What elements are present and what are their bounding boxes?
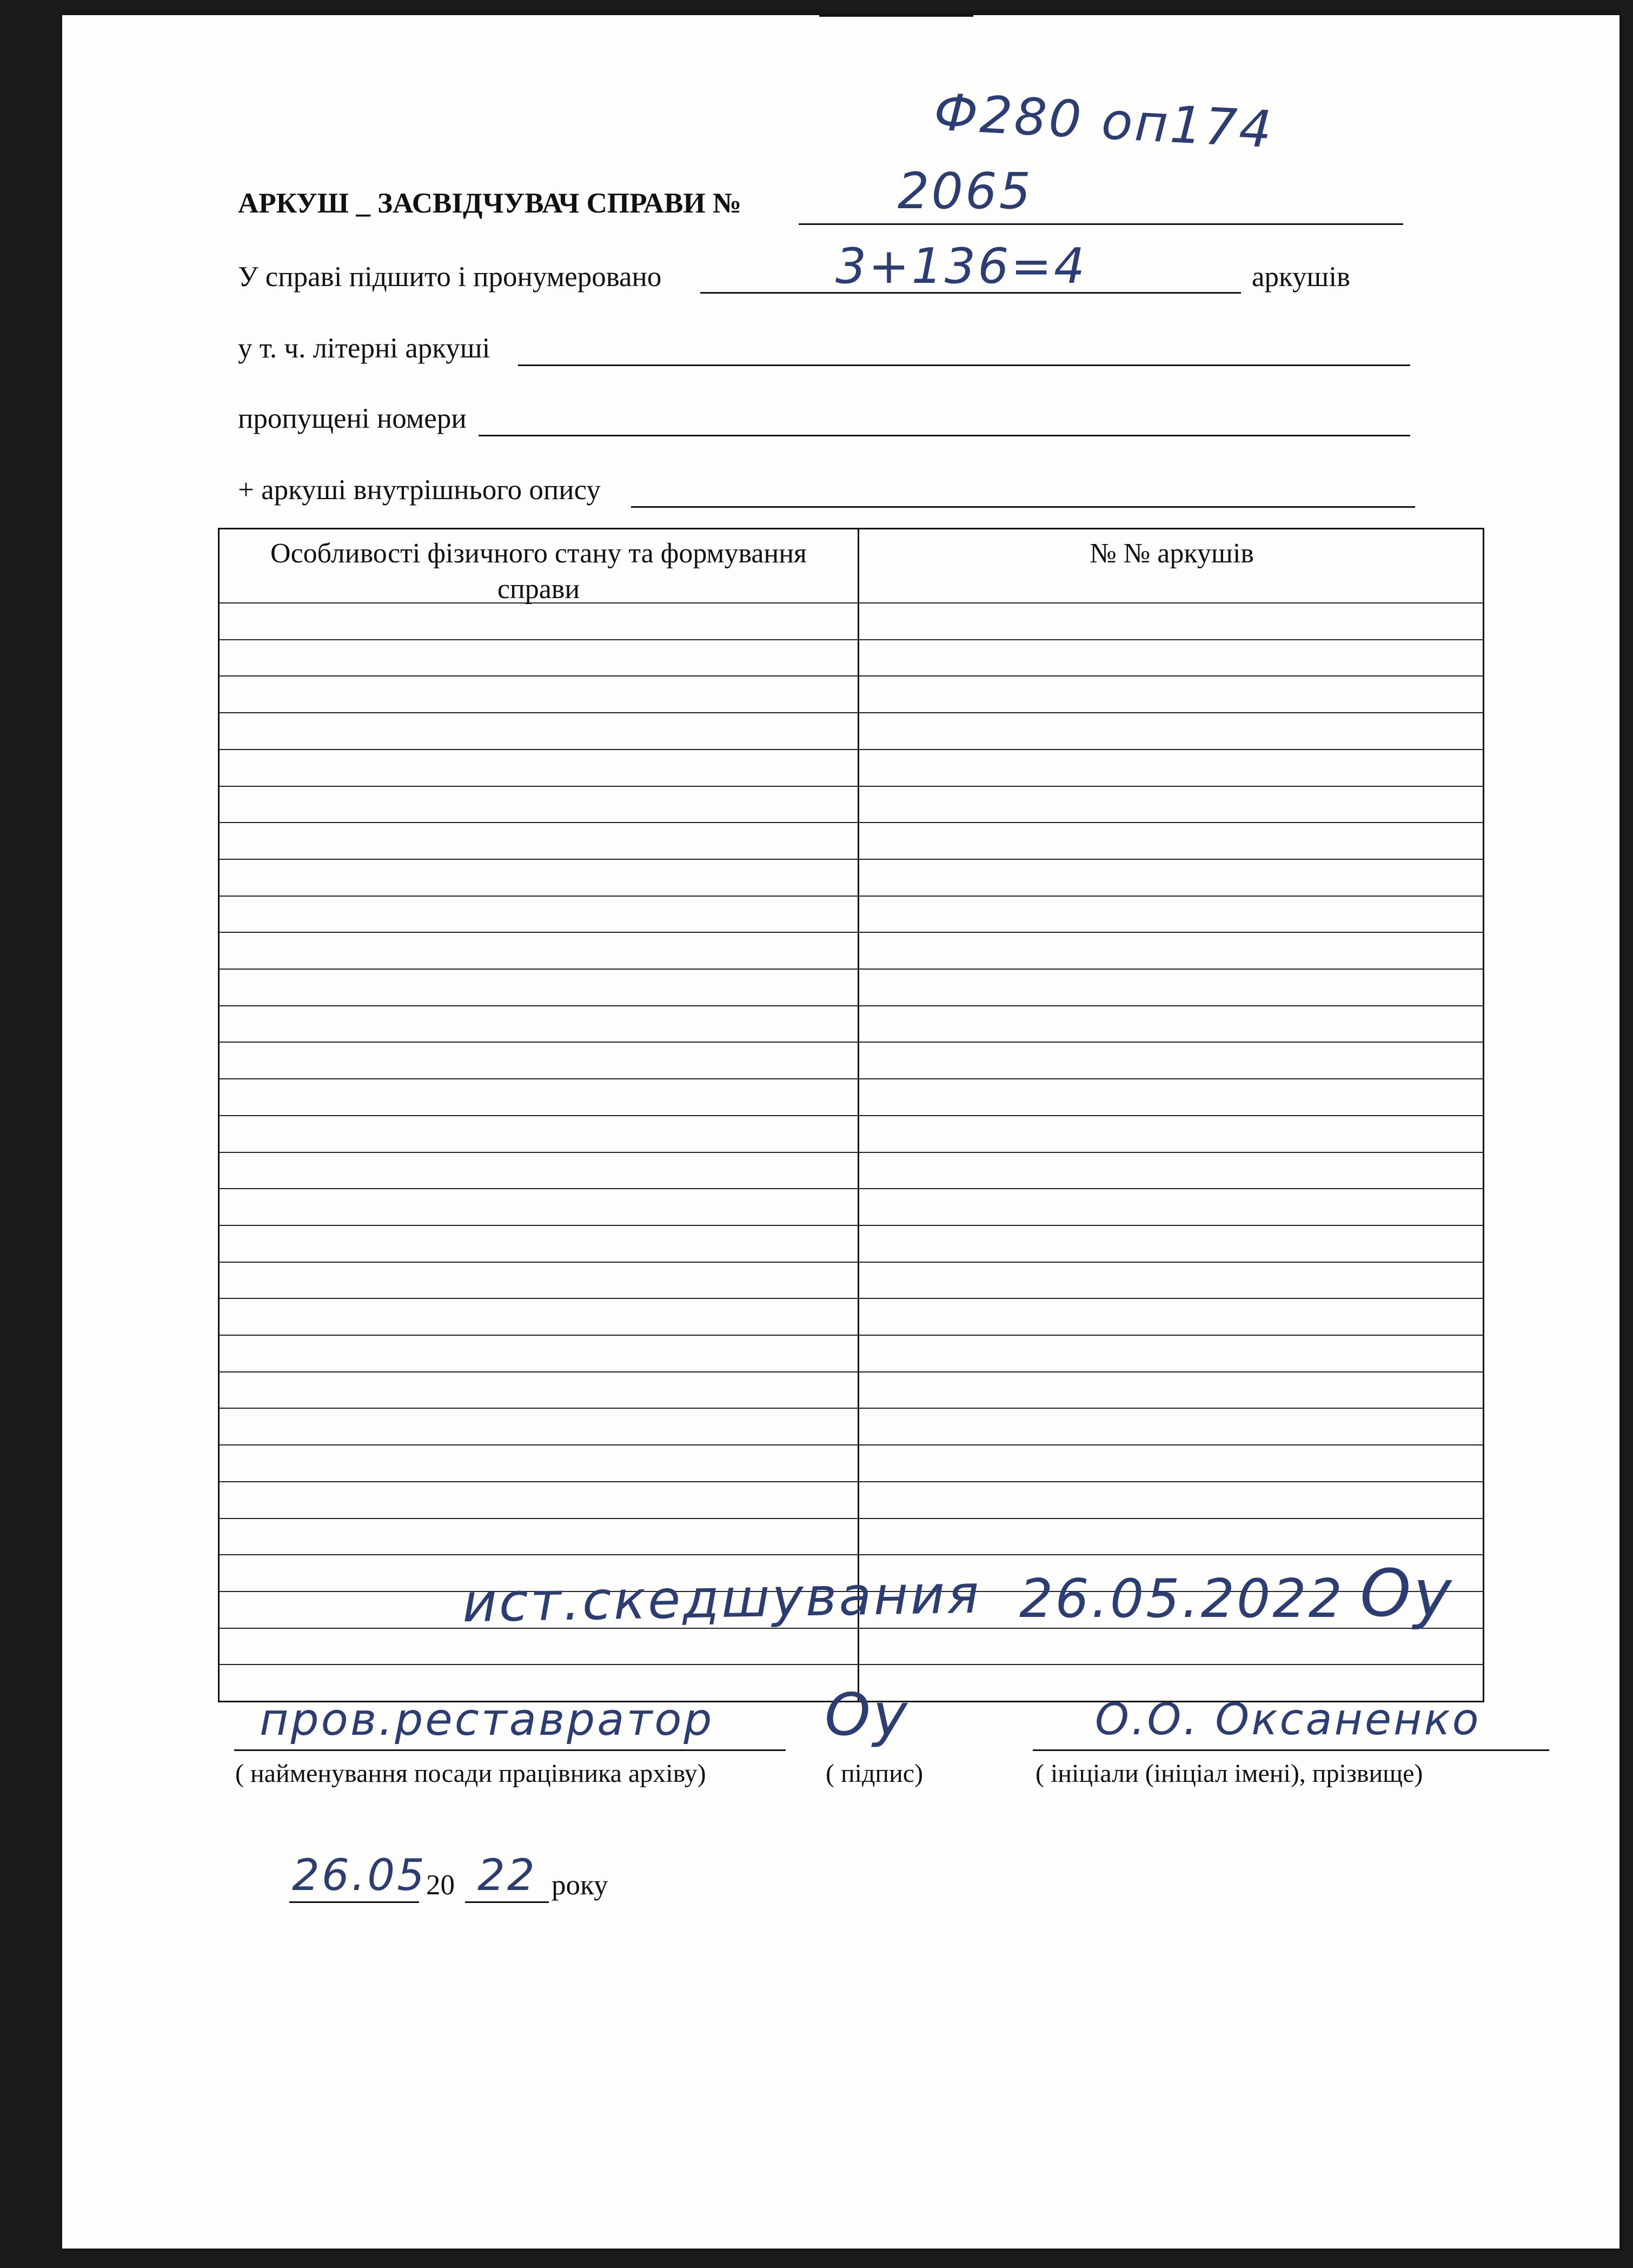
table-row — [220, 1188, 1483, 1189]
table-row — [220, 969, 1483, 970]
case-number-line — [799, 223, 1403, 225]
table-row — [220, 1518, 1483, 1519]
table-row — [220, 786, 1483, 787]
date-year-handwritten: 22 — [477, 1850, 537, 1900]
table-row — [220, 1371, 1483, 1372]
sewn-sheets-label: У справі підшито і пронумеровано — [238, 261, 662, 293]
inner-inventory-label: + аркуші внутрішнього опису — [238, 474, 601, 506]
inner-inventory-line — [631, 506, 1415, 508]
missing-numbers-label: пропущені номери — [238, 403, 467, 434]
position-line — [234, 1749, 786, 1751]
name-caption: ( ініціали (ініціал імені), прізвище) — [1035, 1759, 1423, 1788]
table-row — [220, 896, 1483, 897]
missing-numbers-line — [479, 435, 1410, 436]
table-row — [220, 712, 1483, 713]
table-row — [220, 1481, 1483, 1482]
letter-sheets-line — [518, 364, 1410, 366]
date-day-month-handwritten: 26.05 — [292, 1850, 427, 1900]
table-row — [220, 1444, 1483, 1445]
table-note-handwritten: ист.скедшувания — [462, 1563, 982, 1635]
certification-heading: АРКУШ _ ЗАСВІДЧУВАЧ СПРАВИ № — [238, 188, 742, 219]
table-row — [220, 1554, 1483, 1555]
name-handwritten: О.О. Оксаненко — [1095, 1694, 1481, 1745]
letter-sheets-label: у т. ч. літерні аркуші — [238, 333, 490, 364]
date-suffix: року — [552, 1869, 608, 1901]
table-row — [220, 1408, 1483, 1409]
table-row — [220, 1115, 1483, 1116]
document-sheet — [62, 15, 1619, 2249]
case-number-handwritten: 2065 — [898, 162, 1033, 220]
table-row — [220, 1262, 1483, 1263]
table-row — [220, 1335, 1483, 1336]
fund-reference-handwritten: Ф280 оп174 — [932, 83, 1276, 160]
table-row — [220, 1078, 1483, 1079]
position-caption: ( найменування посади працівника архіву) — [235, 1759, 706, 1788]
table-row — [220, 1152, 1483, 1153]
table-row — [220, 1225, 1483, 1226]
table-row — [220, 675, 1483, 677]
table-row — [220, 822, 1483, 823]
table-row — [220, 1042, 1483, 1043]
sewn-sheets-value-handwritten: 3+136=4 — [835, 238, 1087, 295]
position-handwritten: пров.реставратор — [260, 1694, 714, 1746]
table-row — [220, 749, 1483, 750]
table-header-sheet-numbers: № № аркушів — [1090, 538, 1254, 569]
table-row — [220, 1005, 1483, 1006]
date-year-line — [465, 1901, 549, 1903]
sheets-word: аркушів — [1252, 261, 1351, 293]
table-initials-handwritten: Оу — [1360, 1556, 1454, 1632]
condition-table — [218, 528, 1484, 1702]
table-row — [220, 859, 1483, 860]
signature-caption: ( підпис) — [826, 1759, 924, 1788]
table-note-date-handwritten: 26.05.2022 — [1019, 1568, 1345, 1630]
name-line — [1033, 1749, 1549, 1751]
sewn-sheets-line — [700, 292, 1241, 294]
signature-line — [819, 15, 973, 17]
table-row — [220, 1298, 1483, 1299]
table-rows — [220, 529, 1483, 1701]
date-century: 20 — [426, 1869, 455, 1901]
signature-handwritten: Оу — [825, 1681, 910, 1749]
table-header-condition: Особливості фізичного стану та формування справи — [270, 538, 807, 605]
column-divider — [858, 529, 859, 1701]
table-row — [220, 932, 1483, 933]
table-row — [220, 1664, 1483, 1665]
date-day-month-line — [289, 1901, 419, 1903]
table-row — [220, 639, 1483, 640]
